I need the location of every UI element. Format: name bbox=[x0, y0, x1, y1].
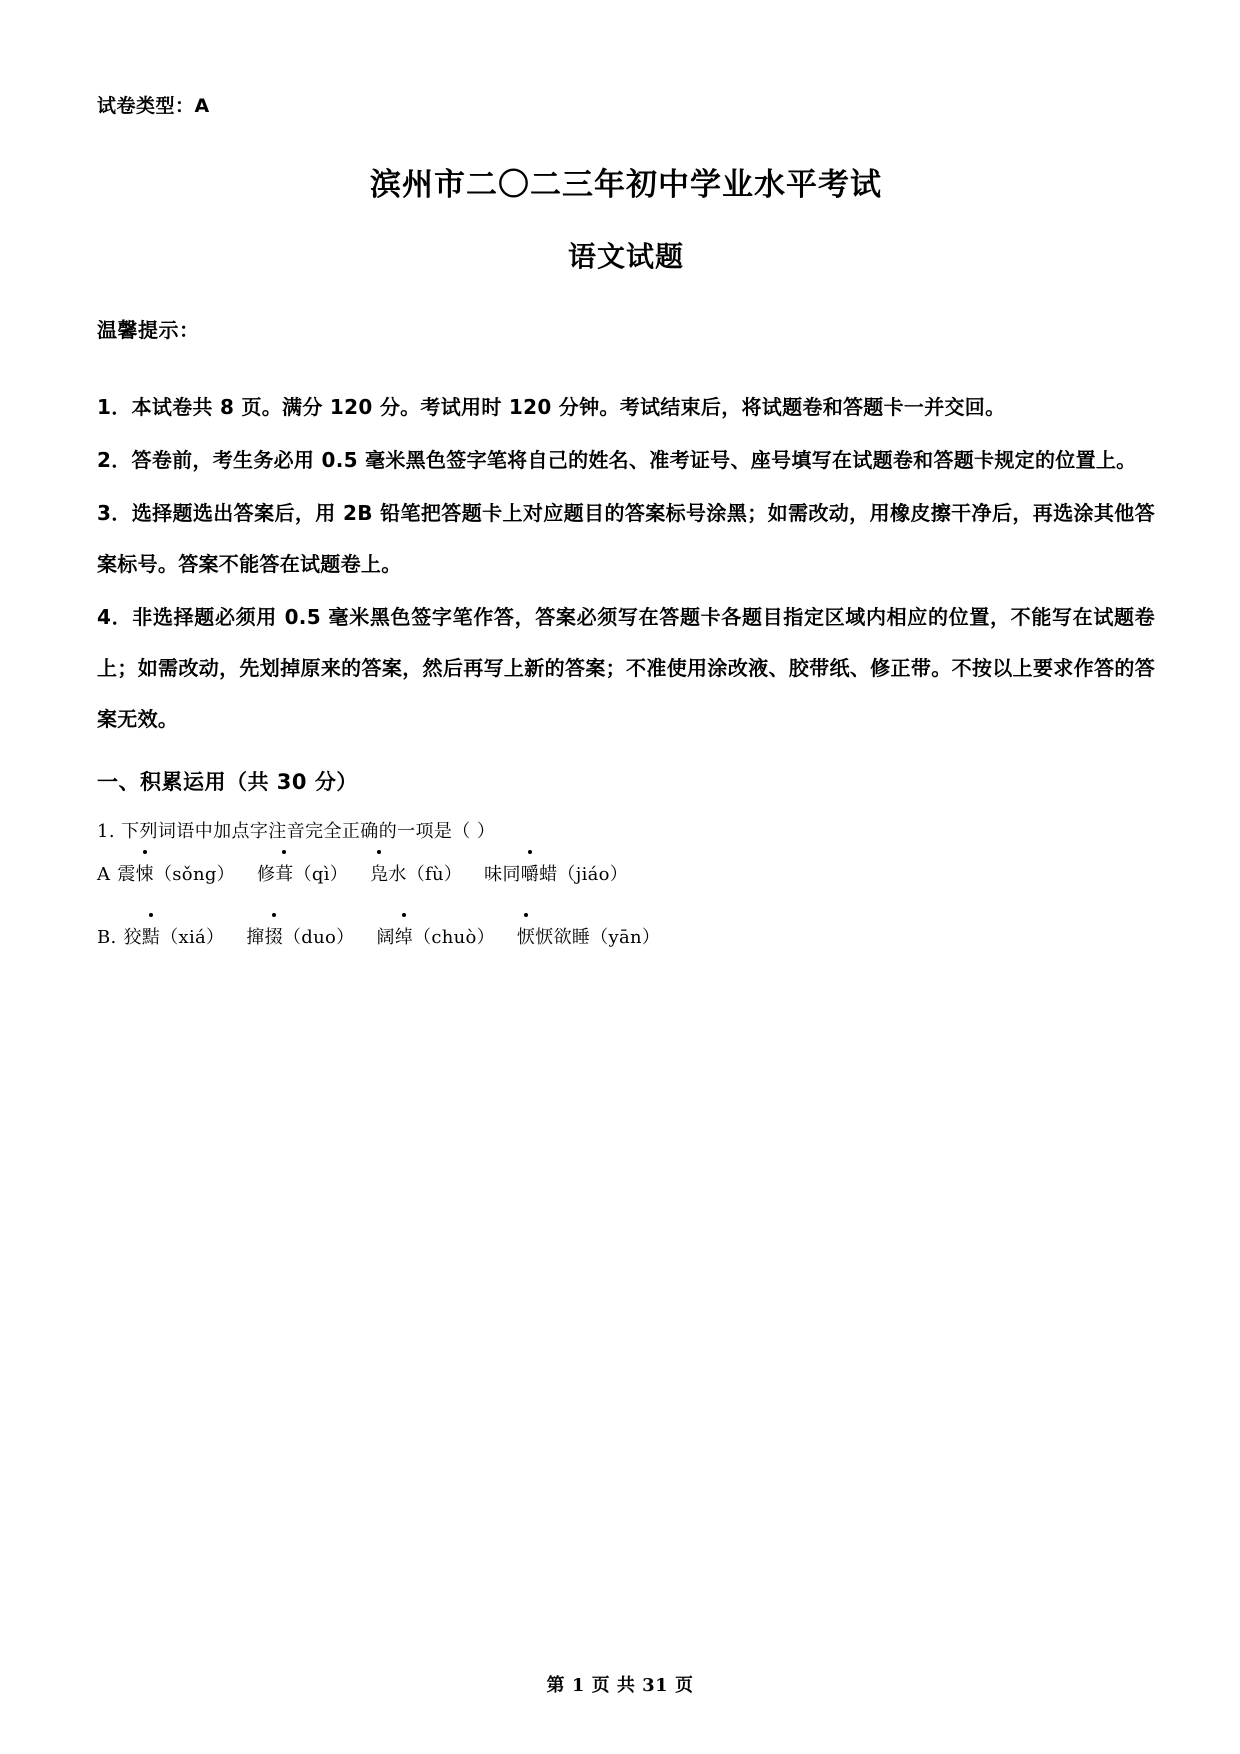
term-prefix: 震 bbox=[117, 863, 136, 885]
emphasis-dot-char: 绰 bbox=[395, 924, 413, 953]
vocab-term bbox=[124, 924, 225, 953]
term-pinyin: （yān） bbox=[590, 926, 661, 948]
term-prefix: 狡 bbox=[123, 926, 142, 948]
notice-item-2: 2．答卷前，考生务必用 0.5 毫米黑色签字笔将自己的姓名、准考证号、座号填写在试题卷和答题卡规定的位置上。 bbox=[97, 447, 1137, 472]
notice-item-4: 4．非选择题必须用 0.5 毫米黑色签字笔作答，答案必须写在答题卡各题目指定区域内相应的位置，不能写在试题卷上；如需改动，先划掉原来的答案，然后再写上新的答案；不准使用涂改液、胶带纸、修正带。不按以上要求作答的答案无效。 bbox=[97, 604, 1155, 731]
term-suffix: 恹欲睡 bbox=[535, 926, 591, 948]
vocab-term bbox=[117, 861, 235, 890]
page-title: 滨州市二〇二三年初中学业水平考试 bbox=[370, 166, 882, 203]
emphasis-dot-char: 悚 bbox=[136, 861, 154, 890]
notice-heading: 温馨提示： bbox=[97, 317, 200, 342]
vocab-term bbox=[376, 924, 495, 953]
vocab-term bbox=[370, 861, 462, 890]
question-1-option-a[interactable] bbox=[97, 861, 1155, 890]
option-a-terms bbox=[117, 864, 628, 885]
vocab-term bbox=[246, 924, 354, 953]
term-pinyin: （jiáo） bbox=[557, 863, 629, 885]
vocab-term bbox=[257, 861, 348, 890]
section-heading-accumulation: 一、积累运用（共 30 分） bbox=[97, 769, 358, 794]
emphasis-dot-char: 凫 bbox=[370, 861, 388, 890]
term-pinyin: （qì） bbox=[293, 863, 349, 885]
option-b-label: B. bbox=[97, 926, 117, 948]
emphasis-dot-char: 嚼 bbox=[521, 861, 539, 890]
term-prefix: 阔 bbox=[376, 926, 395, 948]
page-subtitle: 语文试题 bbox=[567, 239, 684, 273]
term-suffix: 蜡 bbox=[539, 863, 558, 885]
term-pinyin: （sǒng） bbox=[153, 863, 235, 885]
question-1-stem: 1. 下列词语中加点字注音完全正确的一项是（ ） bbox=[97, 820, 496, 842]
term-prefix: 撺 bbox=[246, 926, 265, 948]
term-pinyin: （xiá） bbox=[160, 926, 225, 948]
term-pinyin: （chuò） bbox=[413, 926, 495, 948]
emphasis-dot-char: 黠 bbox=[142, 924, 160, 953]
term-prefix: 味同 bbox=[484, 863, 521, 885]
notice-item-1: 1．本试卷共 8 页。满分 120 分。考试用时 120 分钟。考试结束后，将试题卷和答题卡一并交回。 bbox=[97, 394, 1006, 419]
option-b-terms bbox=[124, 927, 661, 948]
question-1-option-b[interactable] bbox=[97, 924, 1155, 953]
page-footer: 第 1 页 共 31 页 bbox=[546, 1675, 694, 1696]
term-prefix: 修 bbox=[256, 863, 276, 885]
emphasis-dot-char: 恹 bbox=[517, 924, 535, 953]
vocab-term bbox=[484, 861, 628, 890]
emphasis-dot-char: 葺 bbox=[275, 861, 293, 890]
vocab-term bbox=[517, 924, 660, 953]
option-a-label: A bbox=[97, 863, 111, 885]
term-pinyin: （fù） bbox=[406, 863, 463, 885]
notice-item-3: 3．选择题选出答案后，用 2B 铅笔把答题卡上对应题目的答案标号涂黑；如需改动，用橡皮擦干净后，再选涂其他答案标号。答案不能答在试题卷上。 bbox=[97, 500, 1155, 576]
emphasis-dot-char: 掇 bbox=[265, 924, 283, 953]
term-pinyin: （duo） bbox=[282, 926, 355, 948]
paper-type-label: 试卷类型：A bbox=[97, 95, 210, 117]
term-suffix: 水 bbox=[388, 863, 407, 885]
